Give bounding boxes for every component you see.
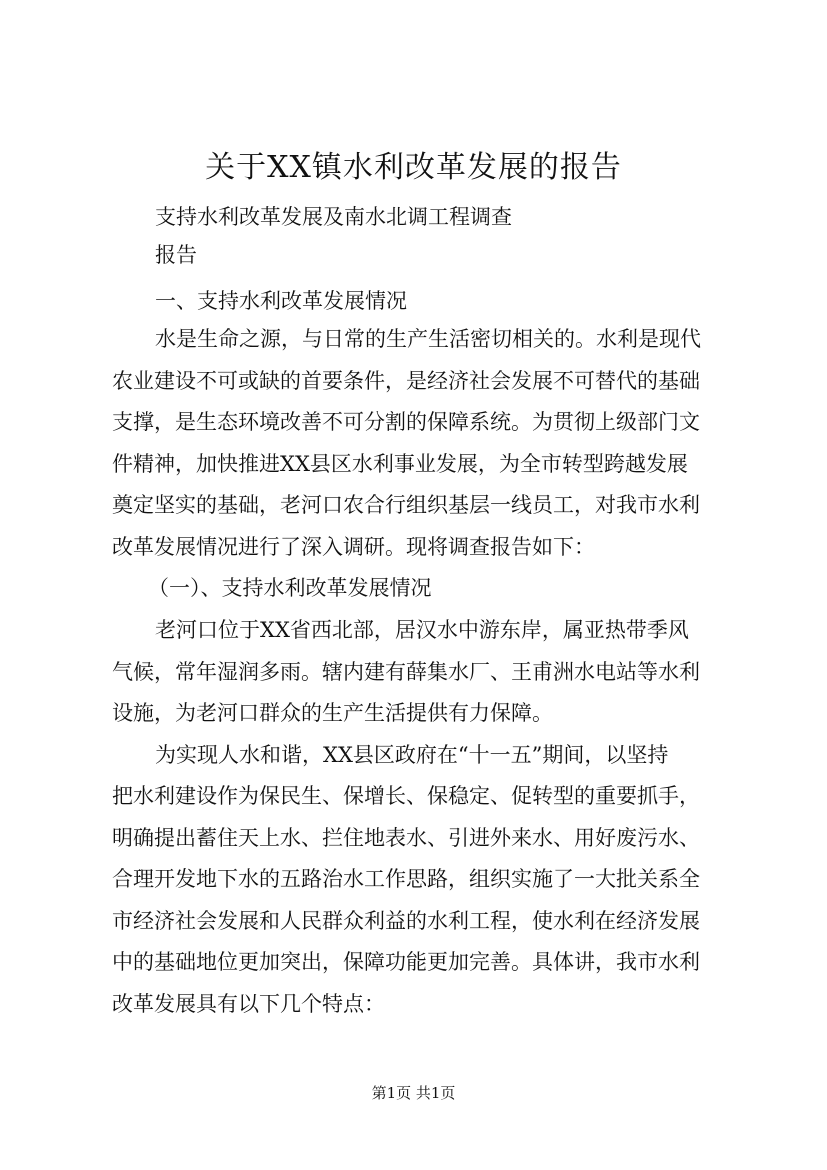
document-title: 关于XX镇水利改革发展的报告 [205,150,622,185]
paragraph-line: 中的基础地位更加突出，保障功能更加完善。具体讲，我市水利 [112,950,700,974]
paragraph-line: 改革发展具有以下几个特点： [112,992,385,1016]
subtitle-line: 报告 [155,243,197,267]
paragraph-line: 农业建设不可或缺的首要条件，是经济社会发展不可替代的基础 [112,369,700,393]
paragraph-line: 合理开发地下水的五路治水工作思路，组织实施了一大批关系全 [112,867,700,891]
paragraph-line: 支撑，是生态环境改善不可分割的保障系统。为贯彻上级部门文 [112,410,700,434]
paragraph-line: 为实现人水和谐，XX县区政府在“十一五”期间，以坚持 [155,743,669,767]
paragraph-line: 件精神，加快推进XX县区水利事业发展，为全市转型跨越发展 [112,452,688,476]
page-footer: 第1页 共1页 [371,1084,456,1102]
paragraph-line: 老河口位于XX省西北部，居汉水中游东岸，属亚热带季风 [155,618,689,642]
section-heading: 一、支持水利改革发展情况 [155,289,407,313]
subsection-heading: （一）、支持水利改革发展情况 [148,576,432,600]
paragraph-line: 市经济社会发展和人民群众利益的水利工程，使水利在经济发展 [112,909,700,933]
paragraph-line: 设施，为老河口群众的生产生活提供有力保障。 [112,701,553,725]
subtitle-line: 支持水利改革发展及南水北调工程调查 [155,205,512,229]
paragraph-line: 奠定坚实的基础，老河口农合行组织基层一线员工，对我市水利 [112,493,700,517]
paragraph-line: 水是生命之源，与日常的生产生活密切相关的。水利是现代 [155,327,701,351]
paragraph-line: 气候，常年湿润多雨。辖内建有薛集水厂、王甫洲水电站等水利 [112,660,700,684]
paragraph-line: 把水利建设作为保民生、保增长、保稳定、促转型的重要抓手， [112,784,700,808]
paragraph-line: 明确提出蓄住天上水、拦住地表水、引进外来水、用好废污水、 [112,826,700,850]
paragraph-line: 改革发展情况进行了深入调研。现将调查报告如下： [112,535,595,559]
